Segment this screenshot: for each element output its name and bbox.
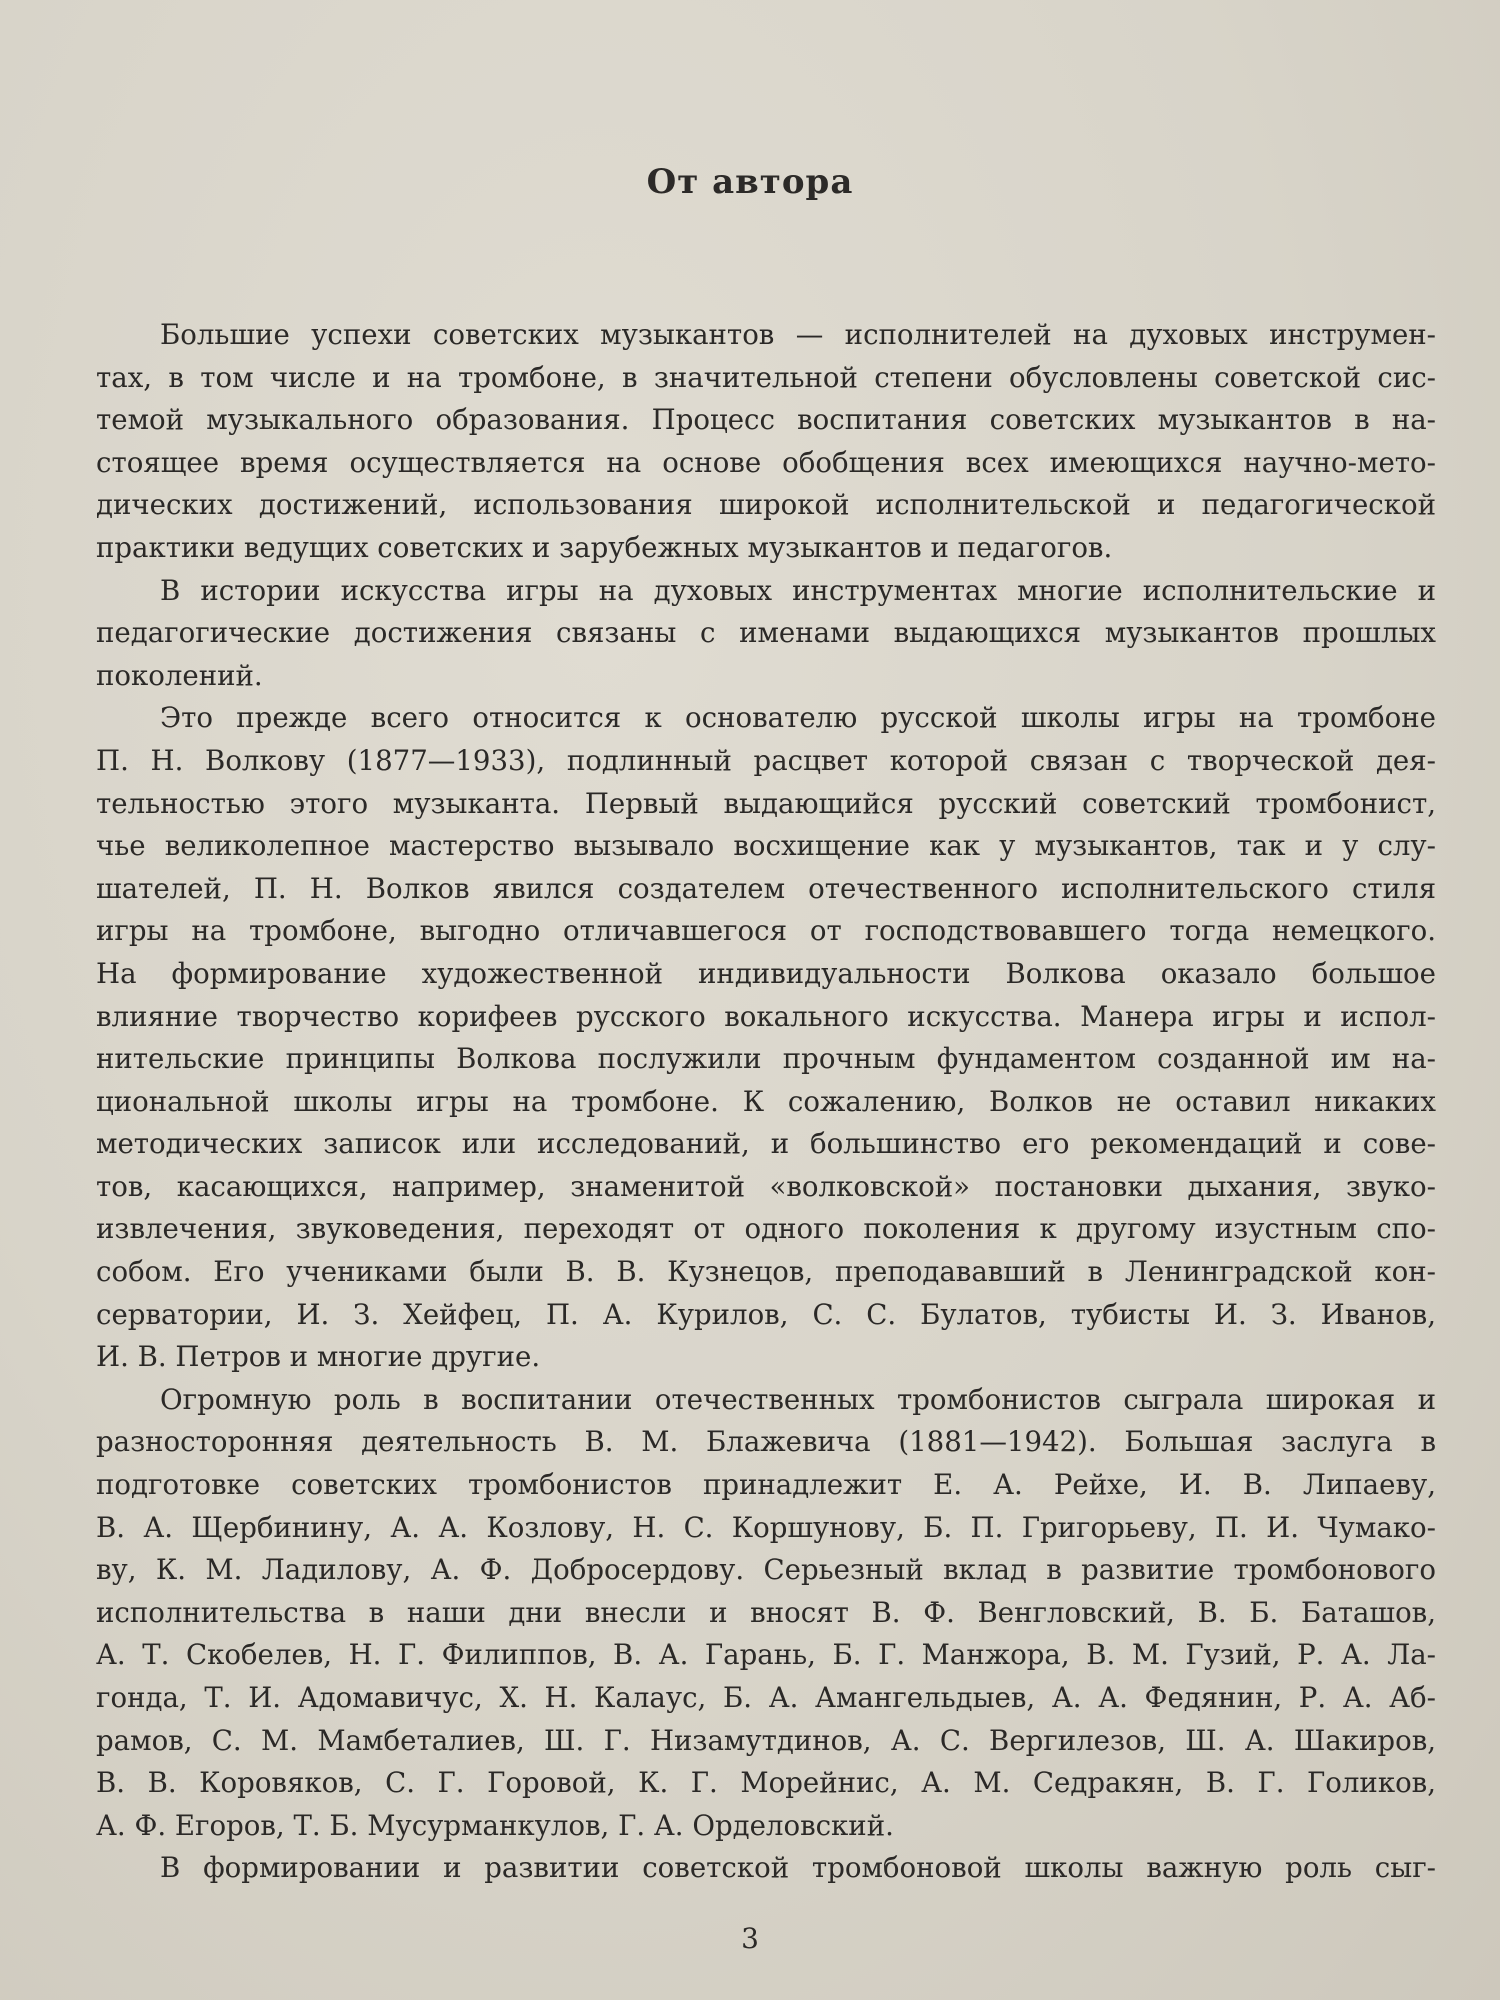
text-line: Огромную роль в воспитании отечественных тромбонистов сыграла широкая и: [160, 1382, 1436, 1416]
text-line: разносторонняя деятельность В. М. Блажевича (1881—1942). Большая заслуга в: [96, 1425, 1436, 1459]
text-line: практики ведущих советских и зарубежных музыкантов и педагогов.: [96, 530, 1113, 564]
text-line: рамов, С. М. Мамбеталиев, Ш. Г. Низамутдинов, А. С. Вергилезов, Ш. А. Шакиров,: [96, 1723, 1436, 1757]
text-line: Это прежде всего относится к основателю русской школы игры на тромбоне: [160, 701, 1436, 735]
text-line: ву, К. М. Ладилову, А. Ф. Добросердову. Серьезный вклад в развитие тромбонового: [96, 1553, 1436, 1587]
text-line: подготовке советских тромбонистов принадлежит Е. А. Рейхе, И. В. Липаеву,: [96, 1468, 1436, 1502]
text-line: педагогические достижения связаны с именами выдающихся музыкантов прошлых: [96, 616, 1436, 650]
text-line: циональной школы игры на тромбоне. К сожалению, Волков не оставил никаких: [96, 1084, 1436, 1118]
text-line: собом. Его учениками были В. В. Кузнецов, преподававший в Ленинградской кон-: [96, 1255, 1436, 1289]
text-line: И. В. Петров и многие другие.: [96, 1340, 541, 1374]
text-line: А. Ф. Егоров, Т. Б. Мусурманкулов, Г. А. Орделовский.: [96, 1808, 894, 1842]
text-line: П. Н. Волкову (1877—1933), подлинный расцвет которой связан с творческой дея-: [96, 743, 1436, 777]
chapter-title: От автора: [646, 162, 854, 202]
text-line: тельностью этого музыканта. Первый выдающийся русский советский тромбонист,: [96, 786, 1436, 820]
text-line: чье великолепное мастерство вызывало восхищение как у музыкантов, так и у слу-: [96, 829, 1436, 863]
text-line: дических достижений, использования широкой исполнительской и педагогической: [96, 488, 1436, 522]
text-line: тах, в том числе и на тромбоне, в значительной степени обусловлены советской сис-: [96, 360, 1436, 394]
text-line: Большие успехи советских музыкантов — исполнителей на духовых инструмен-: [160, 318, 1436, 351]
text-line: извлечения, звуковедения, переходят от одного поколения к другому изустным спо-: [96, 1212, 1436, 1246]
text-line: стоящее время осуществляется на основе обобщения всех имеющихся научно-мето-: [96, 445, 1436, 479]
text-line: исполнительства в наши дни внесли и вносят В. Ф. Венгловский, В. Б. Баташов,: [96, 1595, 1436, 1629]
text-line: влияние творчество корифеев русского вокального искусства. Манера игры и испол-: [96, 999, 1436, 1033]
text-line: гонда, Т. И. Адомавичус, Х. Н. Калаус, Б. А. Амангельдыев, А. А. Федянин, Р. А. Аб-: [96, 1681, 1436, 1714]
text-line: методических записок или исследований, и большинство его рекомендаций и сове-: [96, 1127, 1436, 1161]
text-line: нительские принципы Волкова послужили прочным фундаментом созданной им на-: [96, 1042, 1436, 1076]
page-number: 3: [741, 1922, 759, 1955]
text-line: тов, касающихся, например, знаменитой «волковской» постановки дыхания, звуко-: [96, 1169, 1436, 1203]
text-line: А. Т. Скобелев, Н. Г. Филиппов, В. А. Гарань, Б. Г. Манжора, В. М. Гузий, Р. А. Ла-: [96, 1638, 1436, 1672]
text-line: серватории, И. З. Хейфец, П. А. Курилов, С. С. Булатов, тубисты И. З. Иванов,: [96, 1297, 1436, 1331]
text-line: шателей, П. Н. Волков явился создателем отечественного исполнительского стиля: [96, 871, 1436, 905]
text-line: игры на тромбоне, выгодно отличавшегося от господствовавшего тогда немецкого.: [96, 914, 1436, 948]
text-line: В истории искусства игры на духовых инструментах многие исполнительские и: [160, 573, 1436, 607]
text-line: поколений.: [96, 658, 263, 692]
text-line: В формировании и развитии советской тромбоновой школы важную роль сыг-: [160, 1851, 1436, 1885]
text-line: В. А. Щербинину, А. А. Козлову, Н. С. Коршунову, Б. П. Григорьеву, П. И. Чумако-: [96, 1510, 1436, 1544]
body-text: [96, 314, 1436, 1890]
text-line: В. В. Коровяков, С. Г. Горовой, К. Г. Морейнис, А. М. Седракян, В. Г. Голиков,: [96, 1766, 1436, 1800]
text-line: На формирование художественной индивидуальности Волкова оказало большое: [96, 956, 1436, 990]
text-line: темой музыкального образования. Процесс воспитания советских музыкантов в на-: [96, 403, 1436, 437]
